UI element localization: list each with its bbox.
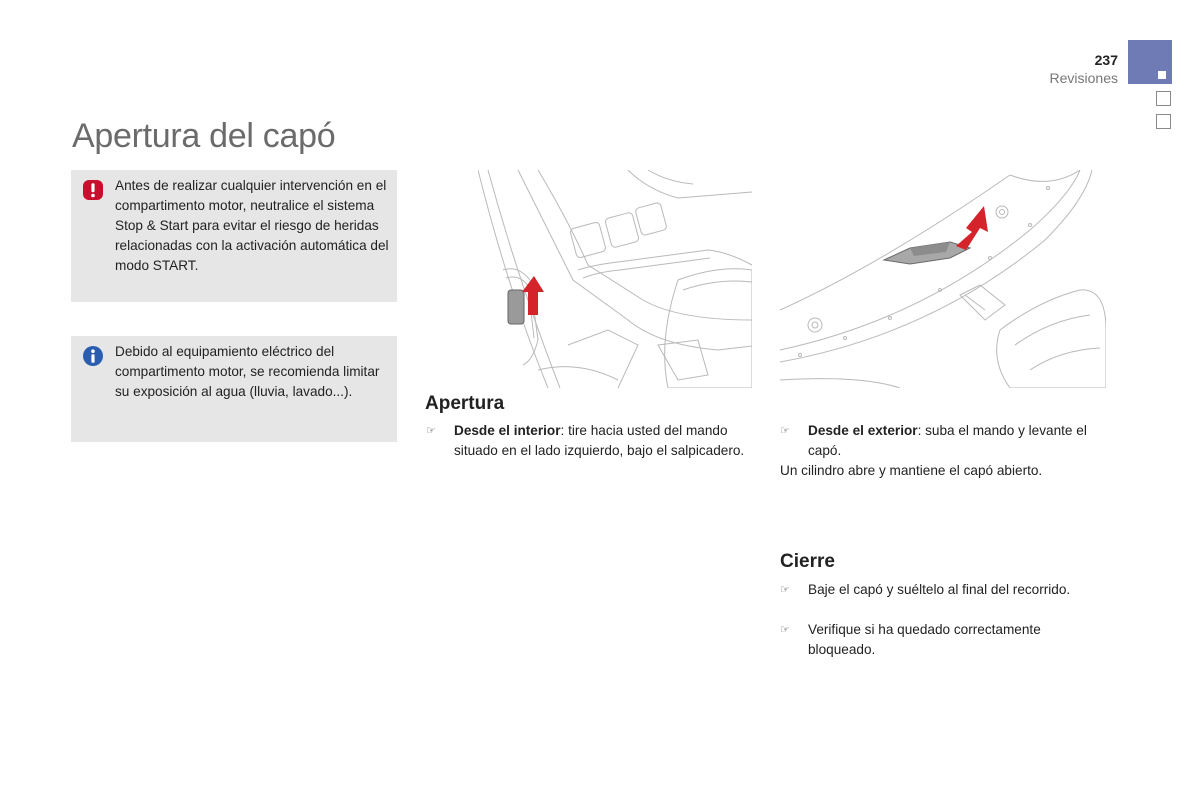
section-tab-active (1128, 40, 1172, 84)
page-title: Apertura del capó (72, 117, 336, 155)
apertura-heading: Apertura (425, 393, 505, 414)
bullet-hand-icon: ☞ (780, 624, 790, 636)
up-arrow-icon (522, 276, 544, 315)
interior-lever-illustration (478, 170, 752, 388)
info-icon (83, 346, 103, 366)
exterior-lever-illustration (780, 170, 1106, 388)
warning-icon (83, 180, 103, 200)
apertura-exterior-note: Un cilindro abre y mantiene el capó abierto. (780, 463, 1043, 478)
cierre-item: ☞ Verifique si ha quedado correctamente bloqueado. (780, 622, 1041, 657)
warning-notice (71, 170, 397, 302)
apertura-exterior-item: ☞ Desde el exterior: suba el mando y levante el capó. (780, 423, 1087, 458)
bullet-hand-icon: ☞ (780, 584, 790, 596)
up-arrow-icon (956, 206, 988, 250)
bullet-hand-icon: ☞ (780, 425, 790, 437)
section-name: Revisiones (1049, 70, 1118, 86)
section-tab (1156, 91, 1171, 106)
info-text: Debido al equipamiento eléctrico del compartimento motor, se recomienda limitar su exposición al agua (lluvia, lavado...). (115, 344, 380, 399)
lever-handle (500, 270, 550, 330)
warning-text: Antes de realizar cualquier intervención en el compartimento motor, neutralice el sistema Stop & Start para evitar el riesgo de heridas relacionadas con la activación automática del modo START. (115, 178, 389, 273)
cierre-item: ☞ Baje el capó y suéltelo al final del recorrido. (808, 580, 1098, 600)
info-notice (71, 336, 397, 442)
apertura-interior-item: ☞ Desde el interior: tire hacia usted del mando situado en el lado izquierdo, bajo el salpicadero. (426, 423, 745, 458)
bullet-hand-icon: ☞ (426, 425, 436, 437)
hood-release-handle (880, 198, 990, 268)
page-number: 237 (1094, 52, 1118, 68)
section-tab (1156, 114, 1171, 129)
cierre-heading: Cierre (780, 551, 835, 572)
